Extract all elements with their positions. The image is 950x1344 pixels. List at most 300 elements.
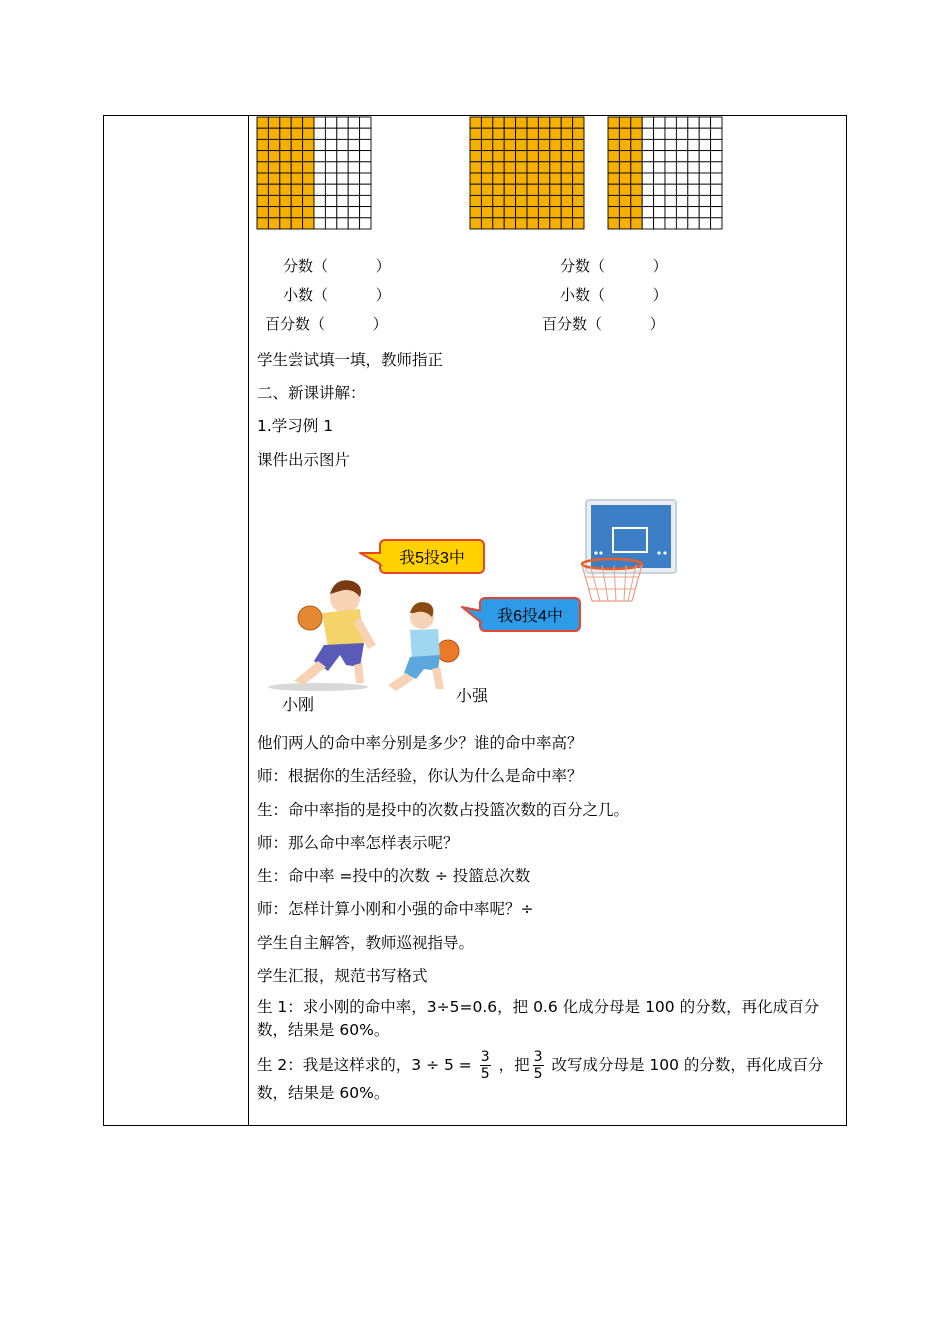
grid-cell-filled xyxy=(538,173,549,184)
grid-cell-empty xyxy=(688,184,699,195)
grid-cell-filled xyxy=(470,184,481,195)
grid-cell-empty xyxy=(688,162,699,173)
grid-cell-empty xyxy=(314,218,325,229)
grid-cell-empty xyxy=(348,207,359,218)
grid-cell-empty xyxy=(642,184,653,195)
grid-cell-empty xyxy=(699,218,710,229)
grid-cell-filled xyxy=(527,162,538,173)
grid-cell-filled xyxy=(538,128,549,139)
grid-cell-filled xyxy=(303,218,314,229)
grid-cell-empty xyxy=(654,173,665,184)
grid-cell-filled xyxy=(631,117,642,128)
grid-cell-empty xyxy=(337,151,348,162)
grid-right-2 xyxy=(607,116,723,230)
grid-cell-empty xyxy=(325,151,336,162)
grid-cell-filled xyxy=(631,184,642,195)
grid-cell-filled xyxy=(573,117,584,128)
grid-cell-filled xyxy=(631,128,642,139)
grid-cell-filled xyxy=(257,207,268,218)
grid-cell-empty xyxy=(665,117,676,128)
grid-cell-empty xyxy=(360,162,371,173)
grid-cell-filled xyxy=(257,218,268,229)
grid-cell-empty xyxy=(711,173,722,184)
grid-cell-empty xyxy=(360,218,371,229)
grid-cell-empty xyxy=(676,139,687,150)
grid-cell-empty xyxy=(654,117,665,128)
grid-cell-filled xyxy=(470,162,481,173)
grid-cell-empty xyxy=(314,195,325,206)
grid-cell-filled xyxy=(268,151,279,162)
grid-cell-empty xyxy=(699,151,710,162)
player-xiaogang-icon xyxy=(268,580,376,691)
grid-cell-filled xyxy=(561,207,572,218)
grid-cell-filled xyxy=(504,218,515,229)
grid-cell-empty xyxy=(676,117,687,128)
grid-cell-filled xyxy=(280,139,291,150)
text-line: 学生汇报，规范书写格式 xyxy=(257,967,428,985)
grid-cell-empty xyxy=(348,173,359,184)
grid-cell-filled xyxy=(303,151,314,162)
grid-cell-empty xyxy=(699,207,710,218)
grid-cell-empty xyxy=(337,195,348,206)
grid-cell-empty xyxy=(711,139,722,150)
grid-cell-filled xyxy=(527,128,538,139)
grid-cell-filled xyxy=(470,218,481,229)
grid-cell-filled xyxy=(608,162,619,173)
grid-cell-empty xyxy=(360,173,371,184)
grid-cell-empty xyxy=(676,195,687,206)
grid-cell-empty xyxy=(699,117,710,128)
grid-cell-empty xyxy=(699,195,710,206)
grid-cell-filled xyxy=(268,162,279,173)
grid-cell-filled xyxy=(481,162,492,173)
grid-cell-empty xyxy=(665,151,676,162)
grid-cell-empty xyxy=(314,162,325,173)
grid-cell-filled xyxy=(257,117,268,128)
grid-cell-filled xyxy=(280,184,291,195)
grid-cell-filled xyxy=(481,173,492,184)
grid-cell-filled xyxy=(619,151,630,162)
grid-cell-filled xyxy=(291,117,302,128)
grid-cell-filled xyxy=(504,195,515,206)
percent-label-right: 百分数（ ） xyxy=(542,315,665,333)
grid-left xyxy=(256,116,372,230)
grid-cell-filled xyxy=(493,162,504,173)
grid-cell-filled xyxy=(550,184,561,195)
grid-cell-empty xyxy=(699,128,710,139)
grid-cell-filled xyxy=(268,195,279,206)
grid-cell-filled xyxy=(561,173,572,184)
grid-cell-filled xyxy=(550,207,561,218)
student2-text-b: ，把 xyxy=(498,1056,530,1074)
grid-cell-filled xyxy=(280,218,291,229)
grid-cell-filled xyxy=(280,207,291,218)
grid-cell-filled xyxy=(631,173,642,184)
grid-cell-filled xyxy=(303,207,314,218)
grid-cell-empty xyxy=(654,139,665,150)
grid-cell-empty xyxy=(699,162,710,173)
grid-cell-empty xyxy=(665,173,676,184)
grid-cell-filled xyxy=(470,151,481,162)
grid-cell-filled xyxy=(504,162,515,173)
grid-cell-filled xyxy=(303,173,314,184)
grid-cell-empty xyxy=(688,128,699,139)
grid-cell-empty xyxy=(337,139,348,150)
grid-cell-filled xyxy=(573,207,584,218)
grid-cell-empty xyxy=(337,117,348,128)
grid-cell-filled xyxy=(550,117,561,128)
grid-cell-filled xyxy=(527,207,538,218)
table-column-divider xyxy=(248,115,249,1126)
grid-cell-filled xyxy=(619,195,630,206)
grid-cell-empty xyxy=(665,207,676,218)
grid-cell-filled xyxy=(538,117,549,128)
grid-cell-empty xyxy=(642,139,653,150)
grid-cell-filled xyxy=(257,184,268,195)
grid-cell-empty xyxy=(688,218,699,229)
grid-cell-empty xyxy=(360,139,371,150)
grid-cell-filled xyxy=(303,184,314,195)
grid-cell-filled xyxy=(631,195,642,206)
grid-cell-filled xyxy=(538,162,549,173)
grid-cell-filled xyxy=(303,117,314,128)
grid-cell-empty xyxy=(654,184,665,195)
grid-cell-empty xyxy=(348,195,359,206)
decimal-label-left: 小数（ ） xyxy=(283,286,391,304)
grid-cell-filled xyxy=(291,139,302,150)
grid-cell-filled xyxy=(291,151,302,162)
grid-cell-empty xyxy=(337,184,348,195)
grid-cell-filled xyxy=(550,173,561,184)
grid-cell-filled xyxy=(516,162,527,173)
grid-cell-empty xyxy=(314,151,325,162)
grid-cell-filled xyxy=(280,162,291,173)
grid-cell-filled xyxy=(608,117,619,128)
grid-cell-filled xyxy=(550,195,561,206)
grid-cell-filled xyxy=(504,207,515,218)
player-xiaoqiang-icon xyxy=(388,602,459,691)
grid-cell-filled xyxy=(481,184,492,195)
grid-cell-empty xyxy=(665,195,676,206)
grid-cell-filled xyxy=(516,173,527,184)
grid-cell-empty xyxy=(676,207,687,218)
grid-cell-empty xyxy=(676,184,687,195)
teacher-line: 师：怎样计算小刚和小强的命中率呢？÷ xyxy=(257,900,534,918)
grid-cell-filled xyxy=(268,173,279,184)
grid-cell-empty xyxy=(711,218,722,229)
grid-cell-filled xyxy=(550,151,561,162)
grid-cell-filled xyxy=(291,195,302,206)
bubble1-text: 我5投3中 xyxy=(399,550,465,567)
grid-cell-filled xyxy=(470,117,481,128)
grid-cell-filled xyxy=(561,151,572,162)
grid-cell-filled xyxy=(527,195,538,206)
grid-cell-filled xyxy=(631,207,642,218)
grid-cell-filled xyxy=(303,139,314,150)
grid-cell-empty xyxy=(314,128,325,139)
grid-cell-empty xyxy=(654,151,665,162)
grid-cell-empty xyxy=(325,218,336,229)
grid-cell-empty xyxy=(676,173,687,184)
grid-cell-empty xyxy=(360,195,371,206)
grid-cell-filled xyxy=(280,195,291,206)
grid-cell-filled xyxy=(493,195,504,206)
grid-cell-empty xyxy=(654,218,665,229)
grid-cell-filled xyxy=(493,207,504,218)
grid-cell-filled xyxy=(257,162,268,173)
student2-paragraph xyxy=(257,1049,840,1105)
student-line: 生：命中率 =投中的次数 ÷ 投篮总次数 xyxy=(257,867,531,885)
bubble2-text: 我6投4中 xyxy=(497,608,563,625)
grid-cell-filled xyxy=(573,139,584,150)
grid-cell-filled xyxy=(516,218,527,229)
grid-cell-filled xyxy=(573,184,584,195)
grid-right-1 xyxy=(469,116,585,230)
grid-cell-filled xyxy=(608,184,619,195)
grid-cell-filled xyxy=(561,139,572,150)
grid-cell-filled xyxy=(608,173,619,184)
grid-cell-empty xyxy=(325,184,336,195)
grid-cell-empty xyxy=(676,128,687,139)
grid-cell-empty xyxy=(325,162,336,173)
grid-cell-empty xyxy=(325,117,336,128)
grid-cell-empty xyxy=(314,173,325,184)
grid-cell-empty xyxy=(337,128,348,139)
grid-cell-empty xyxy=(337,162,348,173)
grid-cell-empty xyxy=(665,139,676,150)
grid-cell-filled xyxy=(608,218,619,229)
grid-cell-filled xyxy=(481,151,492,162)
grid-cell-filled xyxy=(504,139,515,150)
grid-cell-empty xyxy=(665,218,676,229)
text-line: 学生尝试填一填，教师指正 xyxy=(257,351,444,369)
grid-cell-empty xyxy=(348,184,359,195)
student2-text-c: 改写成分母是 100 的分数，再化成百分数，结果是 60%。 xyxy=(257,1056,824,1102)
grid-cell-filled xyxy=(631,162,642,173)
grid-cell-empty xyxy=(711,195,722,206)
grid-cell-filled xyxy=(493,218,504,229)
grid-cell-empty xyxy=(711,151,722,162)
grid-cell-empty xyxy=(348,218,359,229)
grid-cell-empty xyxy=(325,139,336,150)
grid-cell-filled xyxy=(619,162,630,173)
student1-paragraph: 生 1：求小刚的命中率，3÷5=0.6，把 0.6 化成分母是 100 的分数，再化成百分数，结果是 60%。 xyxy=(257,998,820,1039)
grid-cell-filled xyxy=(527,173,538,184)
grid-cell-empty xyxy=(654,195,665,206)
grid-cell-empty xyxy=(711,207,722,218)
grid-cell-empty xyxy=(699,173,710,184)
grid-cell-filled xyxy=(268,218,279,229)
grid-cell-filled xyxy=(573,151,584,162)
grid-cell-filled xyxy=(493,184,504,195)
grid-cell-filled xyxy=(470,207,481,218)
name-xiaoqiang: 小强 xyxy=(456,688,489,705)
grid-cell-filled xyxy=(550,162,561,173)
grid-cell-filled xyxy=(291,173,302,184)
grid-cell-empty xyxy=(665,162,676,173)
example-heading: 1.学习例 1 xyxy=(257,417,334,435)
decimal-label-right: 小数（ ） xyxy=(560,286,668,304)
grid-cell-filled xyxy=(561,128,572,139)
grid-cell-empty xyxy=(665,128,676,139)
grid-cell-filled xyxy=(550,128,561,139)
grid-cell-filled xyxy=(573,195,584,206)
grid-cell-filled xyxy=(573,218,584,229)
teacher-line: 师：根据你的生活经验，你认为什么是命中率？ xyxy=(257,767,583,785)
section-heading: 二、新课讲解： xyxy=(257,384,366,402)
grid-cell-filled xyxy=(631,151,642,162)
grid-cell-empty xyxy=(360,128,371,139)
student-line: 生：命中率指的是投中的次数占投篮次数的百分之几。 xyxy=(257,801,630,819)
grid-cell-empty xyxy=(360,184,371,195)
grid-cell-filled xyxy=(470,173,481,184)
grid-cell-empty xyxy=(676,151,687,162)
grid-cell-filled xyxy=(608,151,619,162)
grid-cell-filled xyxy=(573,173,584,184)
grid-cell-filled xyxy=(527,218,538,229)
percent-label-left: 百分数（ ） xyxy=(265,315,388,333)
grid-cell-filled xyxy=(291,128,302,139)
grid-cell-empty xyxy=(314,207,325,218)
grid-cell-filled xyxy=(608,195,619,206)
grid-cell-filled xyxy=(504,184,515,195)
grid-cell-filled xyxy=(561,195,572,206)
grid-cell-filled xyxy=(280,128,291,139)
grid-cell-empty xyxy=(665,184,676,195)
grid-cell-empty xyxy=(642,207,653,218)
student2-text-a: 生 2：我是这样求的，3 ÷ 5 = xyxy=(257,1056,472,1074)
grid-cell-filled xyxy=(516,128,527,139)
grid-cell-filled xyxy=(527,139,538,150)
grid-cell-filled xyxy=(550,218,561,229)
grid-cell-empty xyxy=(711,162,722,173)
grid-cell-filled xyxy=(481,207,492,218)
grid-cell-filled xyxy=(470,195,481,206)
grid-cell-empty xyxy=(348,139,359,150)
grid-cell-filled xyxy=(516,139,527,150)
grid-cell-filled xyxy=(268,207,279,218)
grid-cell-filled xyxy=(493,139,504,150)
grid-cell-filled xyxy=(550,139,561,150)
grid-cell-empty xyxy=(654,162,665,173)
basketball-illustration xyxy=(260,495,690,720)
backboard-icon xyxy=(582,500,676,601)
grid-cell-filled xyxy=(291,184,302,195)
grid-cell-filled xyxy=(268,117,279,128)
grid-cell-filled xyxy=(619,207,630,218)
grid-cell-empty xyxy=(642,173,653,184)
grid-cell-filled xyxy=(481,195,492,206)
grid-cell-filled xyxy=(573,128,584,139)
grid-cell-filled xyxy=(538,151,549,162)
grid-cell-empty xyxy=(348,128,359,139)
grid-cell-empty xyxy=(688,117,699,128)
grid-cell-filled xyxy=(493,151,504,162)
fraction-label-left: 分数（ ） xyxy=(283,257,391,275)
grid-cell-filled xyxy=(504,128,515,139)
grid-cell-filled xyxy=(538,218,549,229)
grid-cell-empty xyxy=(642,218,653,229)
grid-cell-filled xyxy=(619,128,630,139)
grid-cell-filled xyxy=(608,139,619,150)
grid-cell-filled xyxy=(257,128,268,139)
grid-cell-filled xyxy=(257,195,268,206)
grid-cell-filled xyxy=(470,139,481,150)
grid-cell-empty xyxy=(699,184,710,195)
grid-cell-filled xyxy=(268,184,279,195)
grid-cell-filled xyxy=(527,184,538,195)
fraction-label-right: 分数（ ） xyxy=(560,257,668,275)
grid-cell-empty xyxy=(642,128,653,139)
grid-cell-filled xyxy=(538,207,549,218)
grid-cell-empty xyxy=(325,207,336,218)
grid-cell-filled xyxy=(516,184,527,195)
grid-cell-empty xyxy=(688,173,699,184)
grid-cell-filled xyxy=(561,184,572,195)
grid-cell-filled xyxy=(516,195,527,206)
text-line: 学生自主解答，教师巡视指导。 xyxy=(257,934,475,952)
grid-cell-filled xyxy=(504,173,515,184)
grid-cell-filled xyxy=(504,117,515,128)
grid-cell-empty xyxy=(325,195,336,206)
grid-cell-empty xyxy=(314,139,325,150)
grid-cell-filled xyxy=(280,117,291,128)
grid-cell-filled xyxy=(493,173,504,184)
grid-cell-filled xyxy=(257,151,268,162)
grid-cell-filled xyxy=(291,207,302,218)
grid-cell-empty xyxy=(360,151,371,162)
grid-cell-filled xyxy=(504,151,515,162)
grid-cell-empty xyxy=(360,207,371,218)
grid-cell-empty xyxy=(337,173,348,184)
grid-cell-filled xyxy=(257,173,268,184)
grid-cell-empty xyxy=(325,173,336,184)
grid-cell-filled xyxy=(516,207,527,218)
text-line: 课件出示图片 xyxy=(257,451,351,469)
grid-cell-empty xyxy=(348,117,359,128)
name-xiaogang: 小刚 xyxy=(282,697,315,714)
grid-cell-filled xyxy=(561,117,572,128)
grid-cell-empty xyxy=(676,162,687,173)
grid-cell-empty xyxy=(337,218,348,229)
grid-cell-filled xyxy=(481,117,492,128)
grid-cell-empty xyxy=(654,128,665,139)
grid-cell-filled xyxy=(516,151,527,162)
fraction-three-fifths: $\frac{3}{5}$ xyxy=(533,1049,543,1082)
grid-cell-filled xyxy=(538,139,549,150)
grid-cell-filled xyxy=(470,128,481,139)
grid-cell-filled xyxy=(291,162,302,173)
grid-cell-empty xyxy=(348,151,359,162)
fraction-three-fifths: $\frac{3}{5}$ xyxy=(480,1049,490,1082)
grid-cell-empty xyxy=(348,162,359,173)
grid-cell-filled xyxy=(561,218,572,229)
grid-cell-filled xyxy=(303,162,314,173)
grid-cell-filled xyxy=(538,195,549,206)
grid-cell-empty xyxy=(654,207,665,218)
grid-cell-filled xyxy=(573,162,584,173)
grid-cell-empty xyxy=(676,218,687,229)
grid-cell-filled xyxy=(631,139,642,150)
grid-cell-filled xyxy=(527,117,538,128)
grid-cell-filled xyxy=(303,195,314,206)
grid-cell-filled xyxy=(608,207,619,218)
grid-cell-filled xyxy=(608,128,619,139)
grid-cell-filled xyxy=(280,173,291,184)
grid-cell-filled xyxy=(619,184,630,195)
grid-cell-filled xyxy=(280,151,291,162)
grid-cell-filled xyxy=(527,151,538,162)
